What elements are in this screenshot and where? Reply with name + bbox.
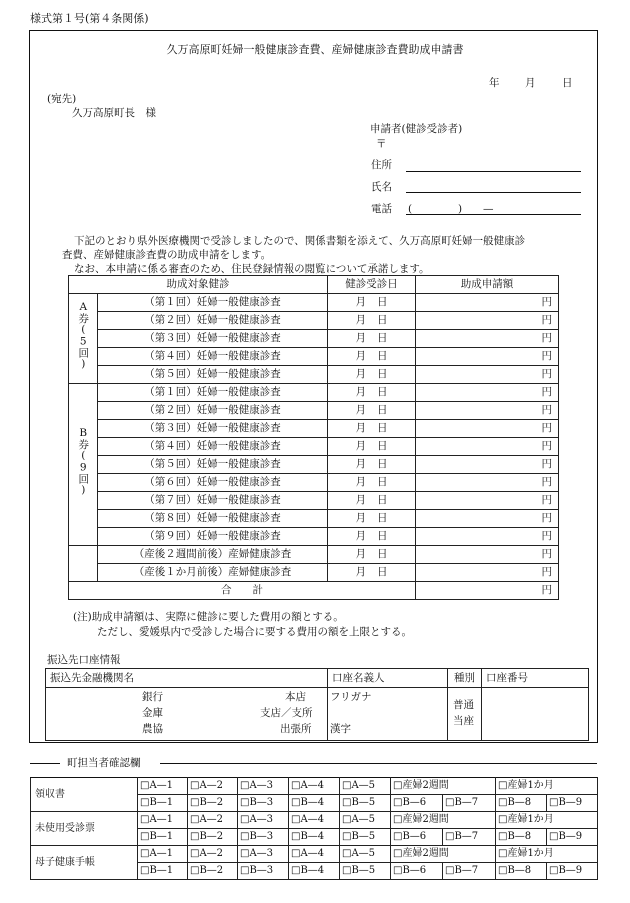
exam-date-field[interactable]: [328, 294, 416, 312]
bank-table: [45, 668, 589, 741]
checkbox-a[interactable]: □A—1: [138, 778, 188, 795]
holder-field[interactable]: [328, 688, 448, 741]
day-unit: 日: [377, 296, 388, 308]
exam-row: [69, 384, 559, 402]
checkbox-a[interactable]: □A—5: [340, 778, 391, 795]
checkbox-b[interactable]: □B—3: [238, 795, 289, 812]
checkbox-postpartum-1m[interactable]: □産婦1か月: [496, 812, 598, 829]
checkbox-b[interactable]: □B—4: [289, 829, 340, 846]
exam-date-field[interactable]: [328, 420, 416, 438]
day-unit: 日: [377, 332, 388, 344]
note-line2: ただし、愛媛県内で受診した場合に要する費用の額を上限とする。: [97, 626, 412, 638]
address-field[interactable]: [406, 171, 581, 172]
addressee-name: 久万高原町長 様: [72, 107, 156, 119]
checkbox-a[interactable]: □A—2: [188, 812, 238, 829]
exam-date-field[interactable]: [328, 510, 416, 528]
bank-header-holder: 口座名義人: [328, 669, 448, 688]
day-unit: 日: [377, 368, 388, 380]
checkbox-b[interactable]: □B—9: [547, 863, 598, 880]
checkbox-b[interactable]: □B—7: [443, 863, 496, 880]
exam-row: [69, 564, 559, 582]
addressee-label: (宛先): [47, 93, 77, 105]
checkbox-a[interactable]: □A—3: [238, 778, 289, 795]
day-unit: 日: [377, 512, 388, 524]
day-unit: 日: [377, 422, 388, 434]
month-unit: 月: [355, 476, 366, 488]
exam-amount-field[interactable]: 円: [416, 546, 559, 564]
postpartum-group-cell: [69, 546, 98, 582]
exam-row: [69, 528, 559, 546]
form-title: 久万高原町妊婦一般健康診査費、産婦健康診査費助成申請書: [166, 43, 464, 56]
exam-amount-field[interactable]: 円: [416, 402, 559, 420]
exam-item-label: （第９回）妊婦一般健康診査: [98, 528, 328, 546]
exam-item-label: （第４回）妊婦一般健康診査: [98, 438, 328, 456]
day-unit: 日: [377, 386, 388, 398]
exam-row: [69, 510, 559, 528]
checkbox-a[interactable]: □A—1: [138, 812, 188, 829]
exam-date-field[interactable]: [328, 528, 416, 546]
exam-item-label: （産後２週間前後）産婦健康診査: [98, 546, 328, 564]
month-unit: 月: [355, 386, 366, 398]
checkbox-a[interactable]: □A—5: [340, 846, 391, 863]
exam-date-field[interactable]: [328, 546, 416, 564]
confirm-rule-right: [160, 763, 597, 764]
exam-amount-field[interactable]: 円: [416, 438, 559, 456]
inst-nokyo: 農協: [142, 723, 163, 735]
exam-item-label: （第２回）妊婦一般健康診査: [98, 402, 328, 420]
month-unit: 月: [355, 404, 366, 416]
type-futsu: 普通: [453, 699, 474, 711]
holder-kanji-label: 漢字: [330, 723, 351, 735]
exam-amount-field[interactable]: 円: [416, 330, 559, 348]
exam-item-label: （第７回）妊婦一般健康診査: [98, 492, 328, 510]
header-date: 健診受診日: [328, 276, 416, 294]
checkbox-postpartum-2w[interactable]: □産婦2週間: [391, 812, 496, 829]
account-number-field[interactable]: [482, 688, 589, 741]
checkbox-b[interactable]: □B—6: [391, 863, 443, 880]
exam-row: [69, 456, 559, 474]
confirm-rule-left: [30, 763, 60, 764]
confirm-heading: 町担当者確認欄: [67, 757, 141, 769]
exam-amount-field[interactable]: 円: [416, 420, 559, 438]
exam-amount-field[interactable]: 円: [416, 366, 559, 384]
checkbox-b[interactable]: □B—8: [496, 863, 547, 880]
exam-amount-field[interactable]: 円: [416, 348, 559, 366]
exam-date-field[interactable]: [328, 366, 416, 384]
exam-row: [69, 546, 559, 564]
inst-bank: 銀行: [142, 691, 163, 703]
phone-close: ): [458, 203, 463, 215]
institution-field[interactable]: [46, 688, 328, 741]
total-label: 合 計: [69, 582, 416, 600]
month-unit: 月: [355, 440, 366, 452]
exam-item-label: （第５回）妊婦一般健康診査: [98, 366, 328, 384]
header-amount: 助成申請額: [416, 276, 559, 294]
exam-date-field[interactable]: [328, 492, 416, 510]
exam-date-field[interactable]: [328, 312, 416, 330]
group-a-label: A券(5回): [77, 301, 90, 370]
day-unit: 日: [377, 404, 388, 416]
checkbox-b[interactable]: □B—1: [138, 795, 188, 812]
applicant-heading: 申請者(健診受診者): [370, 123, 463, 135]
exam-item-label: （第１回）妊婦一般健康診査: [98, 294, 328, 312]
exam-amount-field[interactable]: 円: [416, 384, 559, 402]
phone-dash: —: [483, 203, 494, 215]
exam-row: [69, 348, 559, 366]
checkbox-a[interactable]: □A—3: [238, 846, 289, 863]
checkbox-b[interactable]: □B—2: [188, 829, 238, 846]
checkbox-b[interactable]: □B—3: [238, 863, 289, 880]
checkbox-b[interactable]: □B—5: [340, 795, 391, 812]
exam-item-label: （第３回）妊婦一般健康診査: [98, 420, 328, 438]
checkbox-b[interactable]: □B—1: [138, 829, 188, 846]
name-field[interactable]: [406, 192, 581, 193]
exam-row: [69, 420, 559, 438]
checkbox-b[interactable]: □B—3: [238, 829, 289, 846]
bank-header-type: 種別: [448, 669, 482, 688]
month-unit: 月: [355, 548, 366, 560]
exam-amount-field[interactable]: 円: [416, 312, 559, 330]
day-unit: 日: [377, 548, 388, 560]
checkbox-b[interactable]: □B—5: [340, 863, 391, 880]
checkbox-b[interactable]: □B—2: [188, 795, 238, 812]
exam-amount-field[interactable]: 円: [416, 456, 559, 474]
exam-item-label: （第１回）妊婦一般健康診査: [98, 384, 328, 402]
checkbox-b[interactable]: □B—8: [496, 795, 547, 812]
exam-amount-field[interactable]: 円: [416, 492, 559, 510]
month-unit: 月: [355, 512, 366, 524]
checkbox-a[interactable]: □A—1: [138, 846, 188, 863]
date-day: 日: [562, 77, 573, 89]
checkbox-postpartum-2w[interactable]: □産婦2週間: [391, 778, 496, 795]
date-month: 月: [525, 77, 536, 89]
phone-field[interactable]: [406, 214, 581, 215]
exam-date-field[interactable]: [328, 348, 416, 366]
exam-row: [69, 492, 559, 510]
exam-date-field[interactable]: [328, 564, 416, 582]
checkbox-b[interactable]: □B—9: [547, 795, 598, 812]
confirm-row-label: 領収書: [31, 778, 138, 812]
checkbox-b[interactable]: □B—6: [391, 829, 443, 846]
holder-kana-label: フリガナ: [330, 691, 372, 703]
month-unit: 月: [355, 368, 366, 380]
checkbox-b[interactable]: □B—9: [547, 829, 598, 846]
confirm-row-label: 母子健康手帳: [31, 846, 138, 880]
exam-row: [69, 402, 559, 420]
day-unit: 日: [377, 566, 388, 578]
checkbox-b[interactable]: □B—2: [188, 863, 238, 880]
month-unit: 月: [355, 332, 366, 344]
body-line3: なお、本申請に係る審査のため、住民登録情報の閲覧について承諾します。: [74, 263, 430, 275]
exam-amount-field[interactable]: 円: [416, 510, 559, 528]
checkbox-b[interactable]: □B—7: [443, 829, 496, 846]
checkbox-b[interactable]: □B—6: [391, 795, 443, 812]
branch-office: 出張所: [280, 723, 312, 735]
checkbox-a[interactable]: □A—4: [289, 846, 340, 863]
total-amount-field[interactable]: 円: [416, 582, 559, 600]
confirm-table: [30, 777, 598, 880]
exam-table: [68, 275, 559, 600]
body-line2: 査費、産婦健康診査費の助成申請をします。: [62, 249, 272, 261]
checkbox-b[interactable]: □B—1: [138, 863, 188, 880]
day-unit: 日: [377, 530, 388, 542]
day-unit: 日: [377, 440, 388, 452]
exam-item-label: （第２回）妊婦一般健康診査: [98, 312, 328, 330]
exam-date-field[interactable]: [328, 402, 416, 420]
inst-kinko: 金庫: [142, 707, 163, 719]
checkbox-a[interactable]: □A—5: [340, 812, 391, 829]
exam-item-label: （第５回）妊婦一般健康診査: [98, 456, 328, 474]
exam-row: [69, 366, 559, 384]
checkbox-b[interactable]: □B—5: [340, 829, 391, 846]
bank-header-number: 口座番号: [482, 669, 589, 688]
month-unit: 月: [355, 296, 366, 308]
checkbox-a[interactable]: □A—4: [289, 778, 340, 795]
exam-item-label: （第６回）妊婦一般健康診査: [98, 474, 328, 492]
exam-row: [69, 474, 559, 492]
exam-item-label: （第４回）妊婦一般健康診査: [98, 348, 328, 366]
day-unit: 日: [377, 314, 388, 326]
exam-date-field[interactable]: [328, 474, 416, 492]
branch-main: 本店: [285, 691, 306, 703]
exam-row: [69, 312, 559, 330]
exam-row: [69, 438, 559, 456]
phone-label: 電話: [371, 203, 392, 215]
account-type-field[interactable]: [448, 688, 482, 741]
header-item: 助成対象健診: [69, 276, 328, 294]
month-unit: 月: [355, 422, 366, 434]
exam-date-field[interactable]: [328, 384, 416, 402]
checkbox-b[interactable]: □B—7: [443, 795, 496, 812]
bank-heading: 振込先口座情報: [47, 654, 121, 666]
month-unit: 月: [355, 458, 366, 470]
checkbox-b[interactable]: □B—8: [496, 829, 547, 846]
checkbox-a[interactable]: □A—4: [289, 812, 340, 829]
name-label: 氏名: [371, 181, 392, 193]
date-year: 年: [489, 77, 500, 89]
checkbox-postpartum-1m[interactable]: □産婦1か月: [496, 778, 598, 795]
checkbox-a[interactable]: □A—2: [188, 778, 238, 795]
day-unit: 日: [377, 458, 388, 470]
branch-sub: 支店／支所: [260, 707, 313, 719]
exam-item-label: （第３回）妊婦一般健康診査: [98, 330, 328, 348]
checkbox-postpartum-2w[interactable]: □産婦2週間: [391, 846, 496, 863]
exam-amount-field[interactable]: 円: [416, 474, 559, 492]
exam-row: [69, 294, 559, 312]
month-unit: 月: [355, 350, 366, 362]
exam-row: [69, 330, 559, 348]
type-toza: 当座: [453, 715, 474, 727]
exam-amount-field[interactable]: 円: [416, 528, 559, 546]
exam-date-field[interactable]: [328, 456, 416, 474]
address-label: 住所: [371, 159, 392, 171]
month-unit: 月: [355, 494, 366, 506]
checkbox-a[interactable]: □A—3: [238, 812, 289, 829]
exam-item-label: （第８回）妊婦一般健康診査: [98, 510, 328, 528]
month-unit: 月: [355, 314, 366, 326]
bank-header-institution: 振込先金融機関名: [46, 669, 328, 688]
day-unit: 日: [377, 494, 388, 506]
checkbox-b[interactable]: □B—4: [289, 795, 340, 812]
exam-date-field[interactable]: [328, 438, 416, 456]
group-b-label: B券(9回): [77, 427, 90, 496]
form-id: 様式第１号(第４条関係): [30, 12, 149, 25]
exam-amount-field[interactable]: 円: [416, 564, 559, 582]
exam-amount-field[interactable]: 円: [416, 294, 559, 312]
month-unit: 月: [355, 566, 366, 578]
exam-date-field[interactable]: [328, 330, 416, 348]
checkbox-postpartum-1m[interactable]: □産婦1か月: [496, 846, 598, 863]
day-unit: 日: [377, 476, 388, 488]
month-unit: 月: [355, 530, 366, 542]
day-unit: 日: [377, 350, 388, 362]
postal-mark: 〒: [376, 138, 387, 150]
confirm-row-label: 未使用受診票: [31, 812, 138, 846]
checkbox-a[interactable]: □A—2: [188, 846, 238, 863]
body-line1: 下記のとおり県外医療機関で受診しましたので、関係書類を添えて、久万高原町妊婦一般健康診: [74, 235, 526, 247]
checkbox-b[interactable]: □B—4: [289, 863, 340, 880]
note-line1: (注)助成申請額は、実際に健診に要した費用の額とする。: [73, 611, 344, 623]
phone-open: (: [408, 203, 413, 215]
exam-item-label: （産後１か月前後）産婦健康診査: [98, 564, 328, 582]
